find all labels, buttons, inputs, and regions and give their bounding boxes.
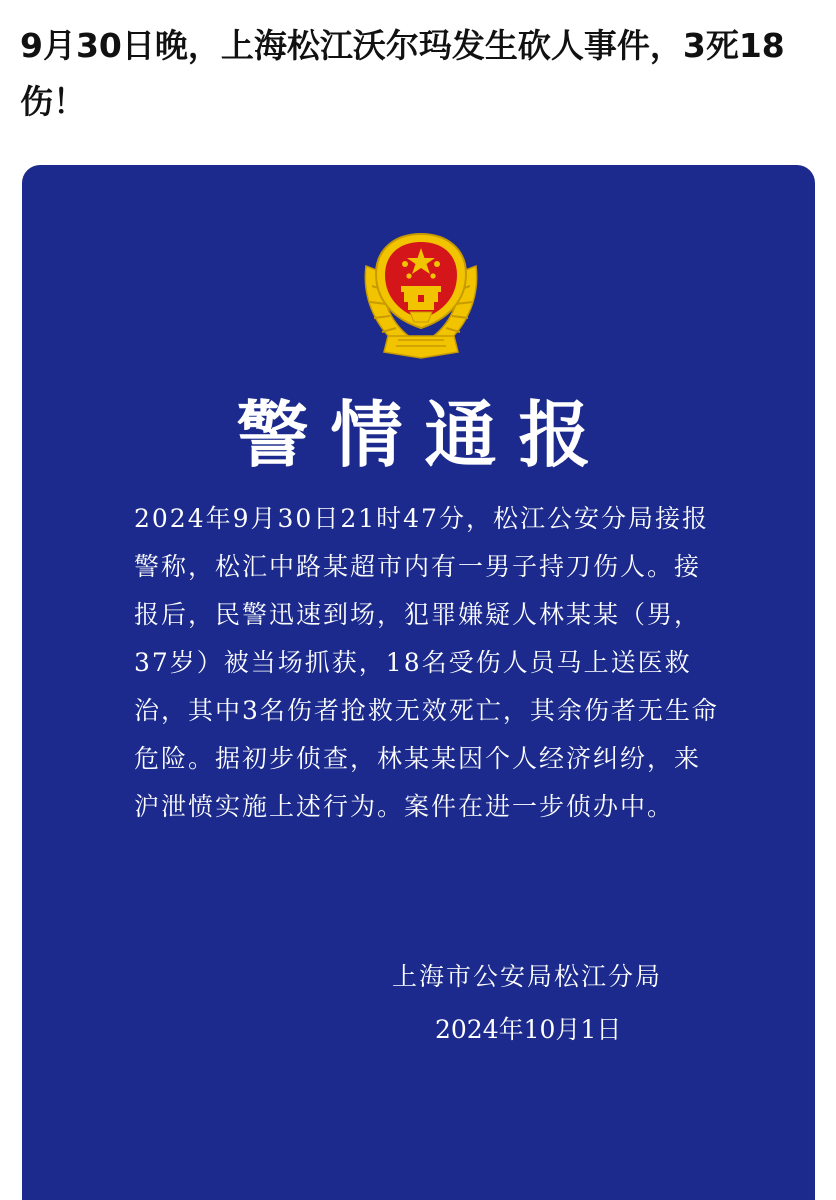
notice-date: 2024年10月1日 (435, 1015, 622, 1044)
notice-body-line: 警称，松汇中路某超市内有一男子持刀伤人。接 (134, 552, 702, 581)
notice-body-line: 治，其中3名伤者抢救无效死亡，其余伤者无生命 (134, 696, 719, 725)
post-title: 9月30日晚，上海松江沃尔玛发生砍人事件，3死18伤！ (20, 26, 785, 121)
notice-heading: 警情通报 (236, 392, 613, 477)
police-notice-image (22, 165, 815, 1200)
notice-issuer: 上海市公安局松江分局 (392, 962, 663, 991)
police-emblem-icon (358, 228, 484, 360)
notice-body (134, 495, 744, 831)
notice-body-line: 沪泄愤实施上述行为。案件在进一步侦办中。 (134, 792, 675, 821)
notice-body-line: 2024年9月30日21时47分，松江公安分局接报 (134, 504, 709, 533)
notice-body-line: 报后，民警迅速到场，犯罪嫌疑人林某某（男， (134, 600, 702, 629)
notice-body-line: 37岁）被当场抓获，18名受伤人员马上送医救 (134, 648, 692, 677)
notice-body-line: 危险。据初步侦查，林某某因个人经济纠纷，来 (134, 744, 702, 773)
